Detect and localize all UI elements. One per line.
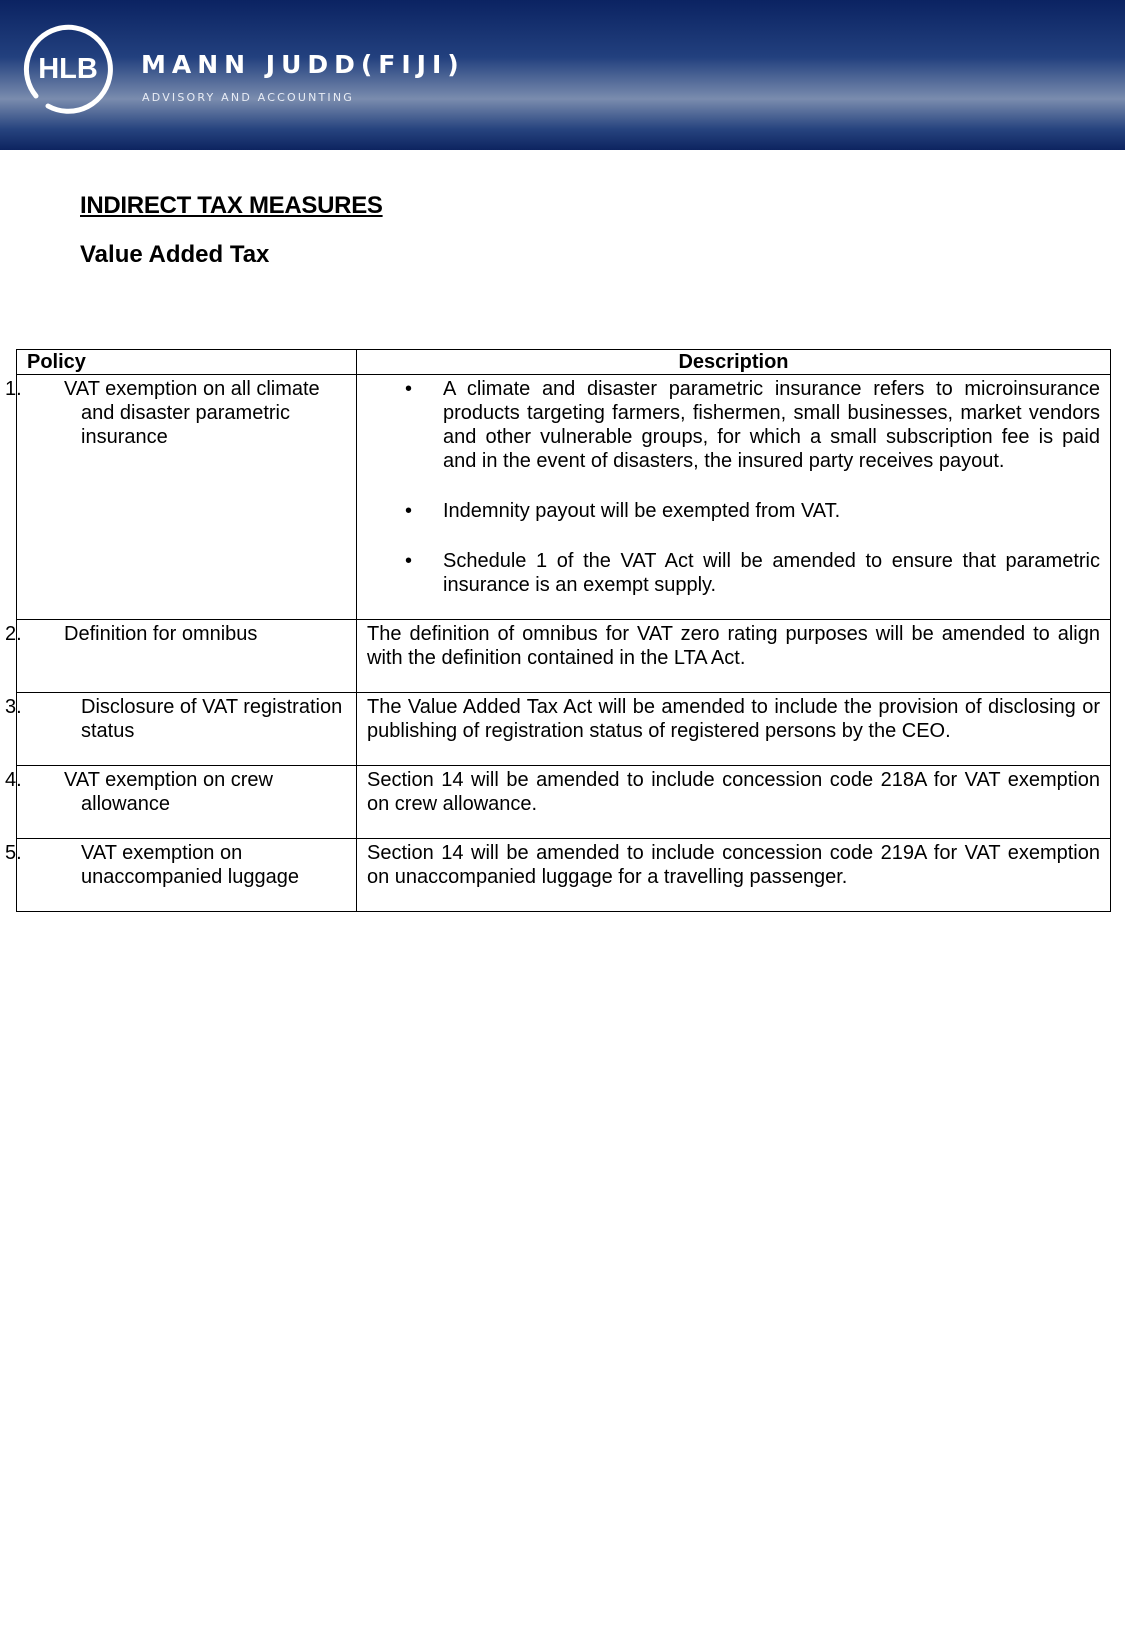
table-row [17,693,1111,766]
table-row [17,620,1111,693]
policy-cell: 3. Disclosure of VAT registration status [17,693,357,766]
bullet-icon: • [405,550,413,572]
table-row [17,839,1111,912]
policy-label: Definition for omnibus [64,623,258,645]
bullet-text: A climate and disaster parametric insurance refers to microinsurance products targeting farmers, fishermen, small businesses, market vendors and other vulnerable groups, for which a small subscription fee is paid and in the event of disasters, the insured party receives payout. [443,378,1100,472]
description-column-header: Description [357,350,1111,375]
policy-column-header: Policy [17,350,357,375]
list-item [367,499,1100,523]
policy-label: VAT exemption on unaccompanied luggage [81,842,299,888]
table-row [17,375,1111,620]
logo-text: HLB [38,53,98,85]
table-row [17,766,1111,839]
description-cell [357,375,1111,620]
bullet-text: Schedule 1 of the VAT Act will be amended to ensure that parametric insurance is an exempt supply. [443,550,1100,596]
bullet-icon: • [405,378,413,400]
policy-table [5,349,1111,912]
list-item [367,377,1100,473]
description-text: The Value Added Tax Act will be amended to include the provision of disclosing or publishing of registration status of registered persons by the CEO. [367,696,1100,742]
list-item [367,549,1100,597]
table-header-row [17,350,1111,375]
bullet-text: Indemnity payout will be exempted from VAT. [443,500,841,522]
description-cell [357,766,1111,839]
policy-cell: 2. Definition for omnibus [17,620,357,693]
document-title: INDIRECT TAX MEASURES [80,192,383,219]
bullet-icon: • [405,500,413,522]
header-banner [0,0,1125,150]
policy-label: Disclosure of VAT registration status [81,696,343,742]
hlb-logo-ring-icon [22,22,114,114]
document-subtitle: Value Added Tax [80,241,270,268]
description-cell [357,839,1111,912]
firm-name: MANN JUDD(FIJI) [141,50,465,79]
firm-tagline: ADVISORY AND ACCOUNTING [142,91,355,104]
hlb-logo [22,22,114,114]
policy-cell: 4. VAT exemption on crew allowance [17,766,357,839]
description-text: Section 14 will be amended to include concession code 219A for VAT exemption on unaccompanied luggage for a travelling passenger. [367,842,1100,888]
description-text: Section 14 will be amended to include concession code 218A for VAT exemption on crew allowance. [367,769,1100,815]
policy-cell: 1. VAT exemption on all climate and disaster parametric insurance [17,375,357,620]
description-text: The definition of omnibus for VAT zero rating purposes will be amended to align with the definition contained in the LTA Act. [367,623,1100,669]
policy-cell: 5. VAT exemption on unaccompanied luggage [17,839,357,912]
policy-label: VAT exemption on crew allowance [64,769,273,815]
policy-label: VAT exemption on all climate and disaster parametric insurance [64,378,320,448]
description-cell [357,620,1111,693]
description-cell [357,693,1111,766]
description-bullet-list [367,377,1100,597]
